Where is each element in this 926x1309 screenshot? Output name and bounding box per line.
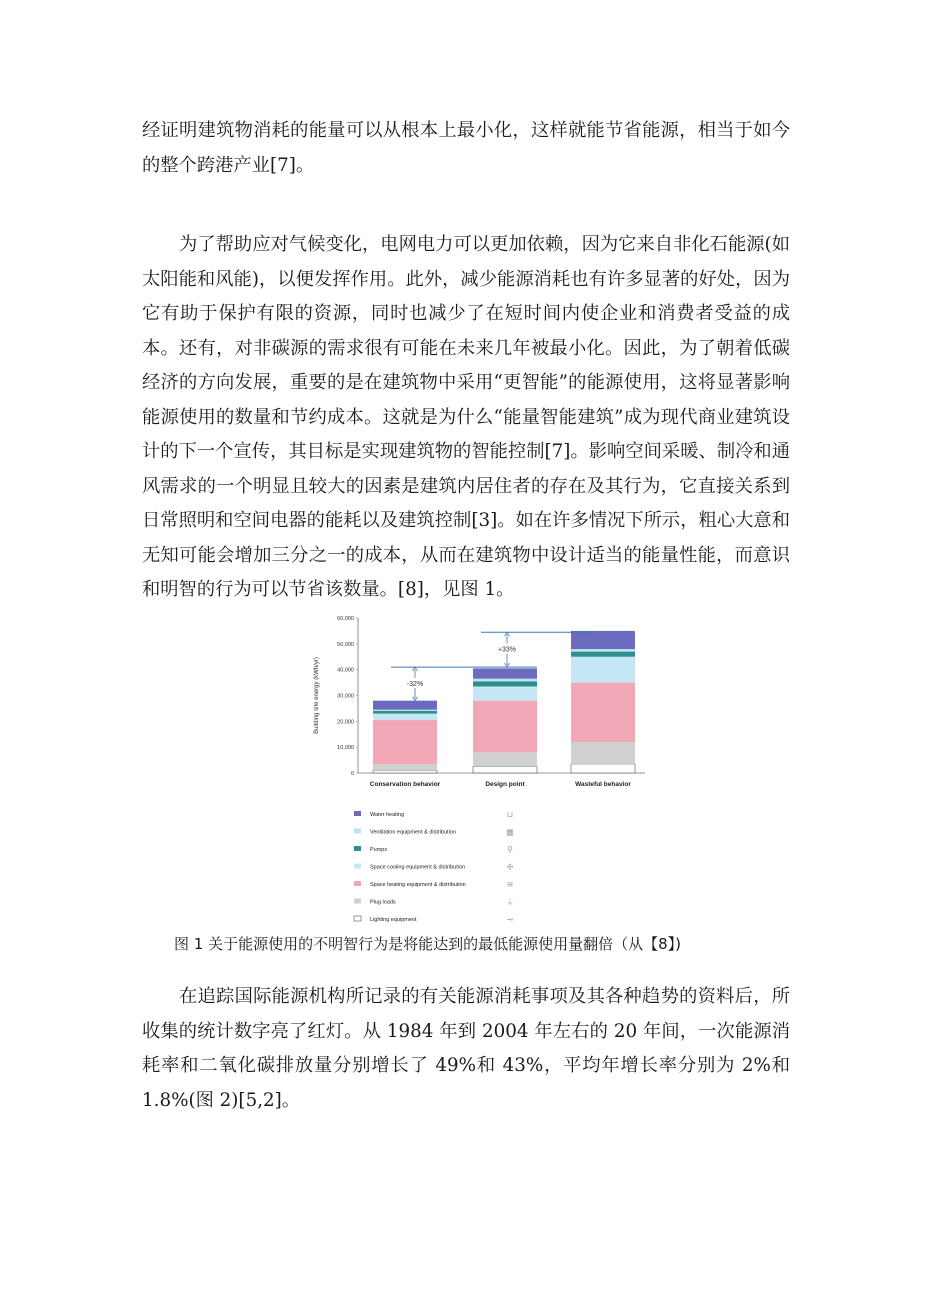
legend-swatch [354, 881, 361, 886]
bar-segment [473, 752, 537, 766]
bar-segment [571, 764, 635, 773]
legend-swatch [354, 811, 361, 816]
y-tick-label: 40,000 [337, 667, 354, 674]
figure-1-caption: 图 1 关于能源使用的不明智行为是将能达到的最低能源使用量翻倍（从【8】) [174, 935, 681, 953]
bar-segment [373, 714, 437, 720]
legend-swatch [354, 829, 361, 834]
y-tick-label: 20,000 [337, 719, 354, 726]
cooling-fan-icon: ✣ [506, 862, 514, 872]
y-tick-label: 10,000 [337, 745, 354, 752]
y-tick-label: 0 [350, 771, 354, 777]
bar-segment [571, 742, 635, 764]
legend-swatch [354, 899, 361, 904]
legend-swatch [354, 916, 361, 921]
y-tick-label: 60,000 [337, 616, 354, 622]
y-tick-label: 30,000 [337, 693, 354, 700]
bar-segment [373, 720, 437, 764]
bar-segment [373, 711, 437, 714]
water-heater-icon: ⊔ [506, 810, 514, 819]
figure-1 [300, 606, 660, 926]
annotation-label: +33% [497, 646, 517, 654]
bar-segment [571, 649, 635, 652]
bar-segment [571, 631, 635, 649]
bar-segment [473, 767, 537, 773]
legend-label: Water heating [370, 812, 405, 818]
bar-segment [373, 701, 437, 710]
x-tick-label: Wasteful behavior [575, 781, 631, 788]
bar-segment [373, 764, 437, 770]
bar-segment [473, 686, 537, 700]
bar-segment [373, 770, 437, 773]
plug-icon: ⏚ [506, 897, 514, 907]
legend-swatch [354, 846, 361, 851]
bar-segment [473, 679, 537, 682]
paragraph-2: 为了帮助应对气候变化，电网电力可以更加依赖，因为它来自非化石能源(如太阳能和风能)，以便发挥作用。此外，减少能源消耗也有许多显著的好处，因为它有助于保护有限的资源，同时也减少了在短时间内使企业和消费者受益的成本。还有，对非碳源的需求很有可能在未来几年被最小化。因此，为了朝着低碳经济的方向发展，重要的是在建筑物中采用“更智能”的能源使用，这将显著影响能源使用的数量和节约成本。这就是为什么“能量智能建筑”成为现代商业建筑设计的下一个宣传，其目标是实现建筑物的智能控制[7]。影响空间采暖、制冷和通风需求的一个明显且较大的因素是建筑内居住者的存在及其行为，它直接关系到日常照明和空间电器的能耗以及建筑控制[3]。如在许多情况下所示，粗心大意和无知可能会增加三分之一的成本，从而在建筑物中设计适当的能量性能，而意识和明智的行为可以节省该数量。[8]，见图 1。 [142, 234, 790, 600]
bar-segment [473, 668, 537, 678]
bar-segment [571, 652, 635, 657]
paragraph-3: 在追踪国际能源机构所记录的有关能源消耗事项及其各种趋势的资料后，所收集的统计数字亮了红灯。从 1984 年到 2004 年左右的 20 年间，一次能源消耗率和二氧化碳排放量分别增长了 49%和 43%，平均年增长率分别为 2%和 1.8%(图 2)[5,2]。 [142, 986, 790, 1111]
bar-segment [571, 683, 635, 742]
legend-label: Space cooling equipment & distribution [370, 864, 466, 871]
bar-segment [571, 657, 635, 683]
ventilation-unit-icon: ▦ [506, 827, 514, 837]
x-tick-label: Conservation behavior [369, 781, 441, 788]
paragraph-1: 经证明建筑物消耗的能量可以从根本上最小化，这样就能节省能源，相当于如今的整个跨港产业[7]。 [142, 120, 790, 176]
heating-coil-icon: ≋ [506, 880, 514, 889]
annotation-label: -32% [406, 680, 424, 688]
x-tick-label: Design point [485, 781, 525, 788]
legend-label: Space heating equipment & distribution [370, 882, 466, 888]
light-bulb-icon: ⊸ [506, 915, 514, 924]
legend-label: Pumps [370, 847, 388, 853]
energy-stacked-bar-chart [300, 606, 660, 926]
legend-swatch [354, 864, 361, 869]
bar-segment [473, 701, 537, 753]
bar-segment [473, 681, 537, 686]
pump-icon: ⚲ [507, 845, 513, 854]
y-axis-label: Building site energy (kWh/yr) [314, 657, 320, 734]
legend-label: Ventilation equipment & distribution [370, 829, 456, 836]
bar-segment [373, 710, 437, 711]
legend-label: Plug loads [370, 899, 396, 906]
legend-label: Lighting equipment [370, 917, 417, 923]
y-tick-label: 50,000 [337, 641, 354, 648]
